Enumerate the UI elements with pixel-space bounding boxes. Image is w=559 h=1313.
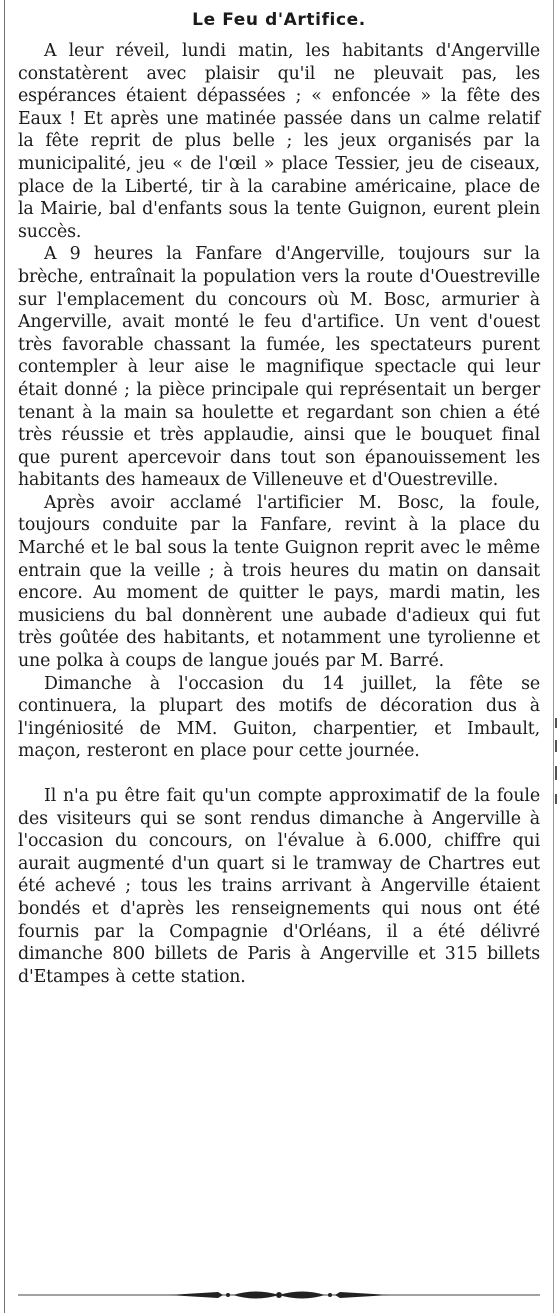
paragraph-morning-games: A leur réveil, lundi matin, les habitants d'Angerville constatèrent avec plaisir qu'il ne pleuvait pas, les espérances étaient dépassées ; « enfoncée » la fête des Eaux ! Et après une matinée passée dans un calme relatif la fête reprit de plus belle ; les jeux organisés par la municipalité, jeu « de l'œil » place Tessier, jeu de ciseaux, place de la Liberté, tir à la carabine américaine, place de la Mairie, bal d'enfants sous la tente Guignon, eurent plein succès. bbox=[18, 41, 540, 242]
paragraph-visitors: Il n'a pu être fait qu'un compte approximatif de la foule des visiteurs qui se sont rendus dimanche à Angerville à l'occasion du concours, on l'évalue à 6.000, chiffre qui aurait augmenté d'un quart si le tramway de Chartres eut été achevé ; tous les trains arrivant à Angerville étaient bondés et d'après les renseignements qui nous ont été fournis par la Compagnie d'Orléans, il a été délivré dimanche 800 billets de Paris à Angerville et 315 billets d'Etampes à cette station. bbox=[18, 786, 540, 987]
article-title: Le Feu d'Artifice. bbox=[192, 10, 366, 30]
paragraph-fireworks: A 9 heures la Fanfare d'Angerville, toujours sur la brèche, entraînait la population vers la route d'Ouestreville sur l'emplacement du concours où M. Bosc, armurier à Angerville, avait monté le feu d'artifice. Un vent d'ouest très favorable chassant la fumée, les spectateurs purent contempler à leur aise le magnifique spectacle qui leur était donné ; la pièce principale qui représentait un berger tenant à la main sa houlette et regardant son chien a été très réussie et très applaudie, ainsi que le bouquet final que purent apercevoir dans tout son épanouissement les habitants des hameaux de Villeneuve et d'Ouestreville. bbox=[18, 244, 540, 491]
paragraph-gap bbox=[18, 763, 540, 785]
adjacent-column-fragment bbox=[555, 718, 559, 828]
column-rule-right bbox=[553, 0, 554, 1313]
column-rule-left bbox=[4, 0, 5, 1313]
paragraph-july-14: Dimanche à l'occasion du 14 juillet, la fête se continuera, la plupart des motifs de décoration dus à l'ingéniosité de MM. Guiton, charpentier, et Imbault, maçon, resteront en place pour cette journée. bbox=[18, 673, 540, 762]
paragraph-ball: Après avoir acclamé l'artificier M. Bosc, la foule, toujours conduite par la Fanfare, revint à la place du Marché et le bal sous la tente Guignon reprit avec le même entrain que la veille ; à trois heures du matin on dansait encore. Au moment de quitter le pays, mardi matin, les musiciens du bal donnèrent une aubade d'adieux qui fut très goûtée des habitants, et notamment une tyrolienne et une polka à coups de langue joués par M. Barré. bbox=[18, 492, 540, 672]
article bbox=[18, 8, 540, 988]
ornamental-separator bbox=[18, 1288, 540, 1302]
